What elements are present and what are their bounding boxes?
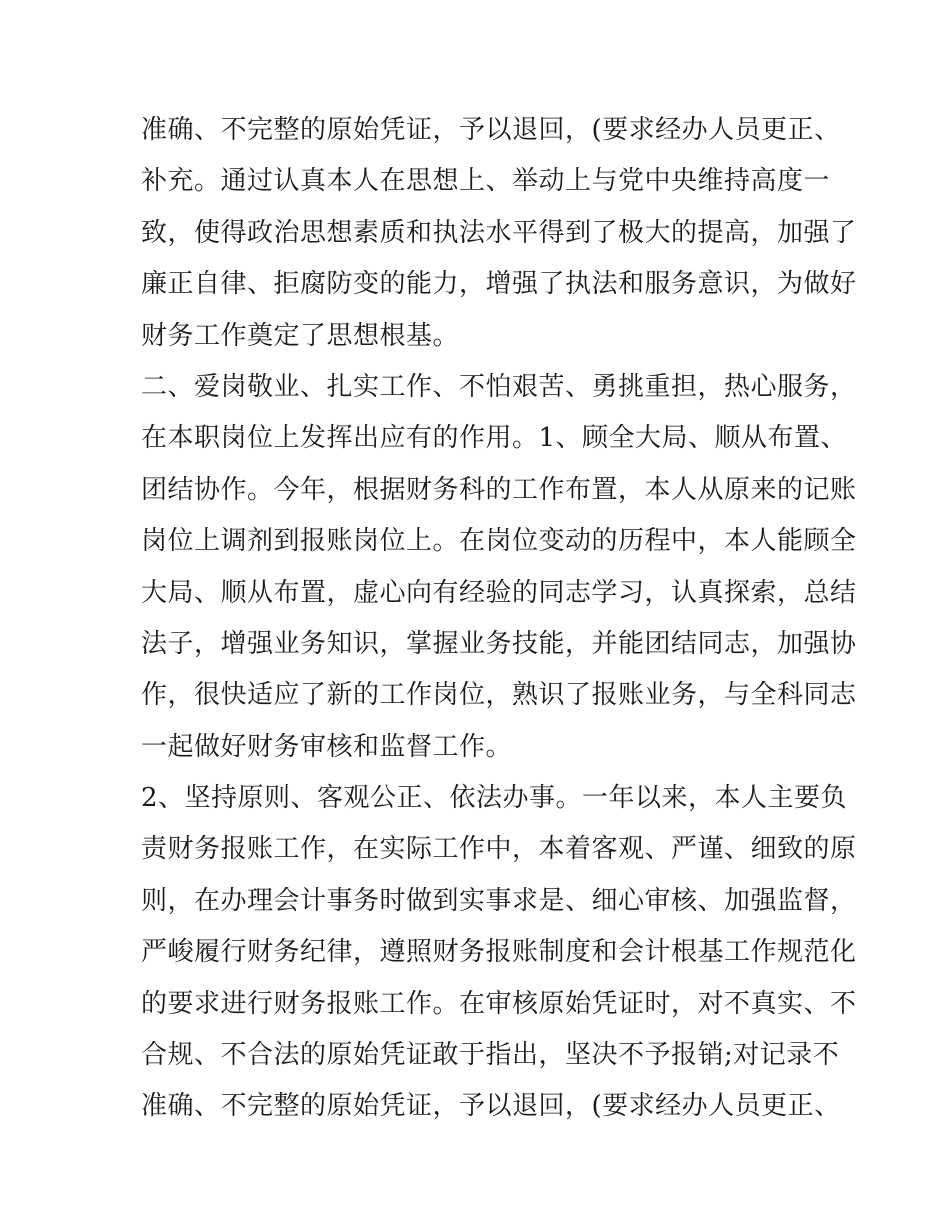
text-line: 大局、顺从布置，虚心向有经验的同志学习，认真探索，总结: [141, 577, 857, 608]
text-line: 准确、不完整的原始凭证，予以退回，(要求经办人员更正、: [141, 1091, 841, 1122]
text-line: 财务工作奠定了思想根基。: [141, 320, 460, 351]
document-body: [141, 105, 857, 1133]
text-line: 责财务报账工作，在实际工作中，本着客观、严谨、细致的原: [141, 834, 857, 865]
text-line: 廉正自律、拒腐防变的能力，增强了执法和服务意识，为做好: [141, 269, 857, 300]
text-line: 的要求进行财务报账工作。在审核原始凭证时，对不真实、不: [141, 988, 857, 1019]
text-line: 法子，增强业务知识，掌握业务技能，并能团结同志，加强协: [141, 628, 857, 659]
text-line: 二、爱岗敬业、扎实工作、不怕艰苦、勇挑重担，热心服务，: [141, 371, 857, 402]
text-line: 在本职岗位上发挥出应有的作用。1、顾全大局、顺从布置、: [141, 423, 848, 454]
text-line: 岗位上调剂到报账岗位上。在岗位变动的历程中，本人能顾全: [141, 526, 857, 557]
text-line: 2、坚持原则、客观公正、依法办事。一年以来，本人主要负: [141, 783, 848, 814]
text-line: 致，使得政治思想素质和执法水平得到了极大的提高，加强了: [141, 217, 857, 248]
text-line: 严峻履行财务纪律，遵照财务报账制度和会计根基工作规范化: [141, 937, 857, 968]
text-line: 补充。通过认真本人在思想上、举动上与党中央维持高度一: [141, 166, 831, 197]
text-line: 作，很快适应了新的工作岗位，熟识了报账业务，与全科同志: [141, 680, 857, 711]
text-line: 准确、不完整的原始凭证，予以退回，(要求经办人员更正、: [141, 115, 841, 145]
text-line: 则，在办理会计事务时做到实事求是、细心审核、加强监督，: [141, 885, 857, 916]
text-line: 一起做好财务审核和监督工作。: [141, 731, 513, 762]
text-line: 团结协作。今年，根据财务科的工作布置，本人从原来的记账: [141, 474, 857, 505]
text-line: 合规、不合法的原始凭证敢于指出，坚决不予报销;对记录不: [141, 1040, 840, 1071]
